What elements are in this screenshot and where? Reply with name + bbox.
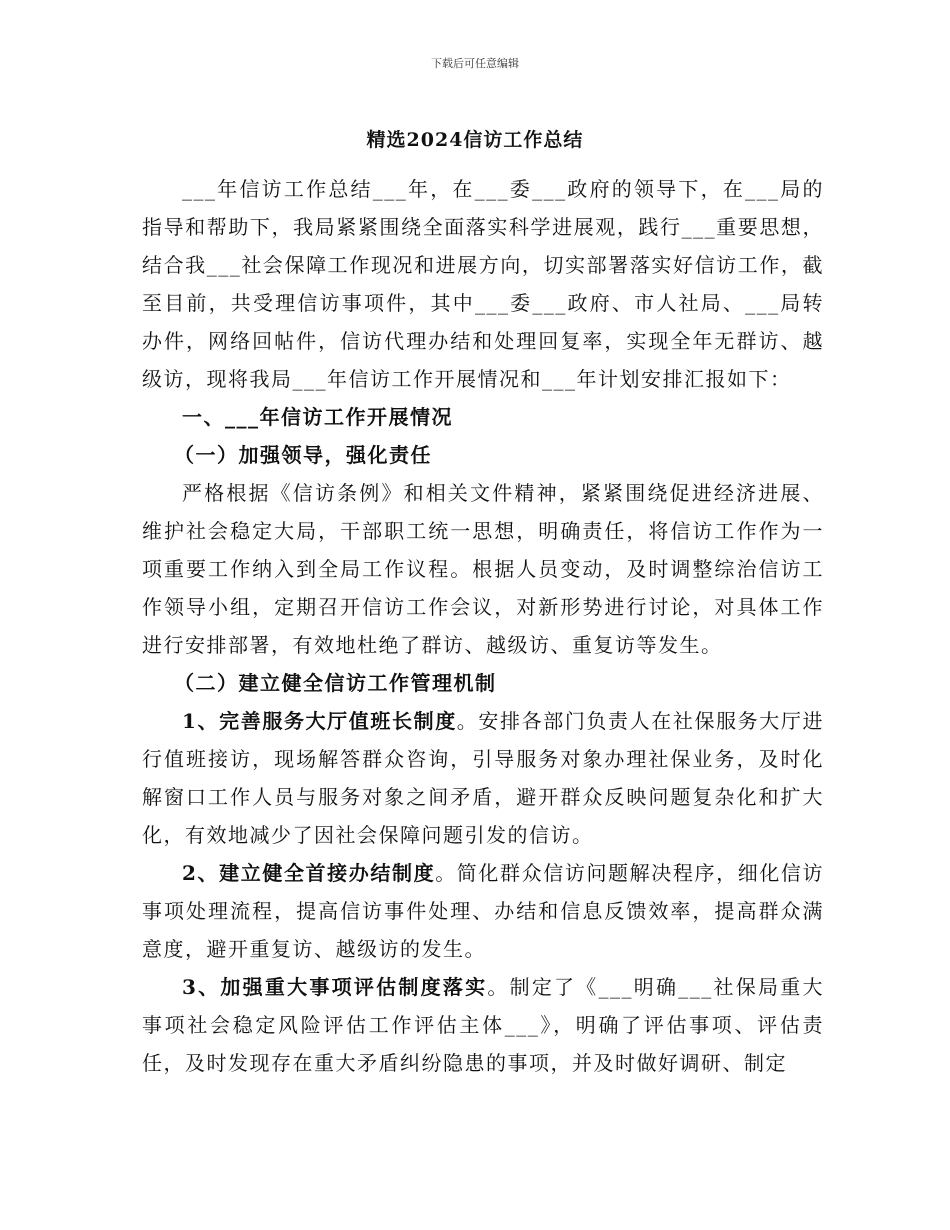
subsection-heading-2: （二）建立健全信访工作管理机制: [174, 671, 497, 695]
item-1-lead: 1、完善服务大厅值班长制度: [182, 709, 457, 733]
header-note: 下载后可任意编辑: [431, 57, 519, 70]
section-heading-1: 一、___年信访工作开展情况: [182, 405, 453, 429]
document-body: [142, 170, 824, 1082]
item-3-paragraph: [142, 968, 824, 1082]
item-2-paragraph: [142, 854, 824, 968]
item-2-lead: 2、建立健全首接办结制度: [182, 861, 436, 885]
subsection-heading-1: （一）加强领导，强化责任: [174, 443, 432, 467]
document-title: 精选2024信访工作总结: [366, 129, 584, 151]
item-3-body: 。制定了《___明确___社保局重大事项社会稳定风险评估工作评估主体___》，明确了评估事项、评估责任，及时发现存在重大矛盾纠纷隐患的事项，并及时做好调研、制定: [142, 975, 824, 1075]
item-3-lead: 3、加强重大事项评估制度落实: [182, 975, 488, 999]
subsection-1-body: 严格根据《信访条例》和相关文件精神，紧紧围绕促进经济进展、维护社会稳定大局，干部职工统一思想，明确责任，将信访工作作为一项重要工作纳入到全局工作议程。根据人员变动，及时调整综治信访工作领导小组，定期召开信访工作会议，对新形势进行讨论，对具体工作进行安排部署，有效地杜绝了群访、越级访、重复访等发生。: [142, 481, 824, 657]
item-2-body: 。简化群众信访问题解决程序，细化信访事项处理流程，提高信访事件处理、办结和信息反馈效率，提高群众满意度，避开重复访、越级访的发生。: [142, 861, 825, 961]
item-1-paragraph: [142, 702, 824, 854]
intro-paragraph: ___年信访工作总结___年，在___委___政府的领导下，在___局的指导和帮助下，我局紧紧围绕全面落实科学进展观，践行___重要思想，结合我___社会保障工作现况和进展方向，切实部署落实好信访工作，截至目前，共受理信访事项件，其中___委___政府、市人社局、___局转办件，网络回帖件，信访代理办结和处理回复率，实现全年无群访、越级访，现将我局___年信访工作开展情况和___年计划安排汇报如下：: [142, 177, 824, 391]
item-1-body: 。安排各部门负责人在社保服务大厅进行值班接访，现场解答群众咨询，引导服务对象办理社保业务，及时化解窗口工作人员与服务对象之间矛盾，避开群众反映问题复杂化和扩大化，有效地减少了因社会保障问题引发的信访。: [142, 709, 824, 847]
